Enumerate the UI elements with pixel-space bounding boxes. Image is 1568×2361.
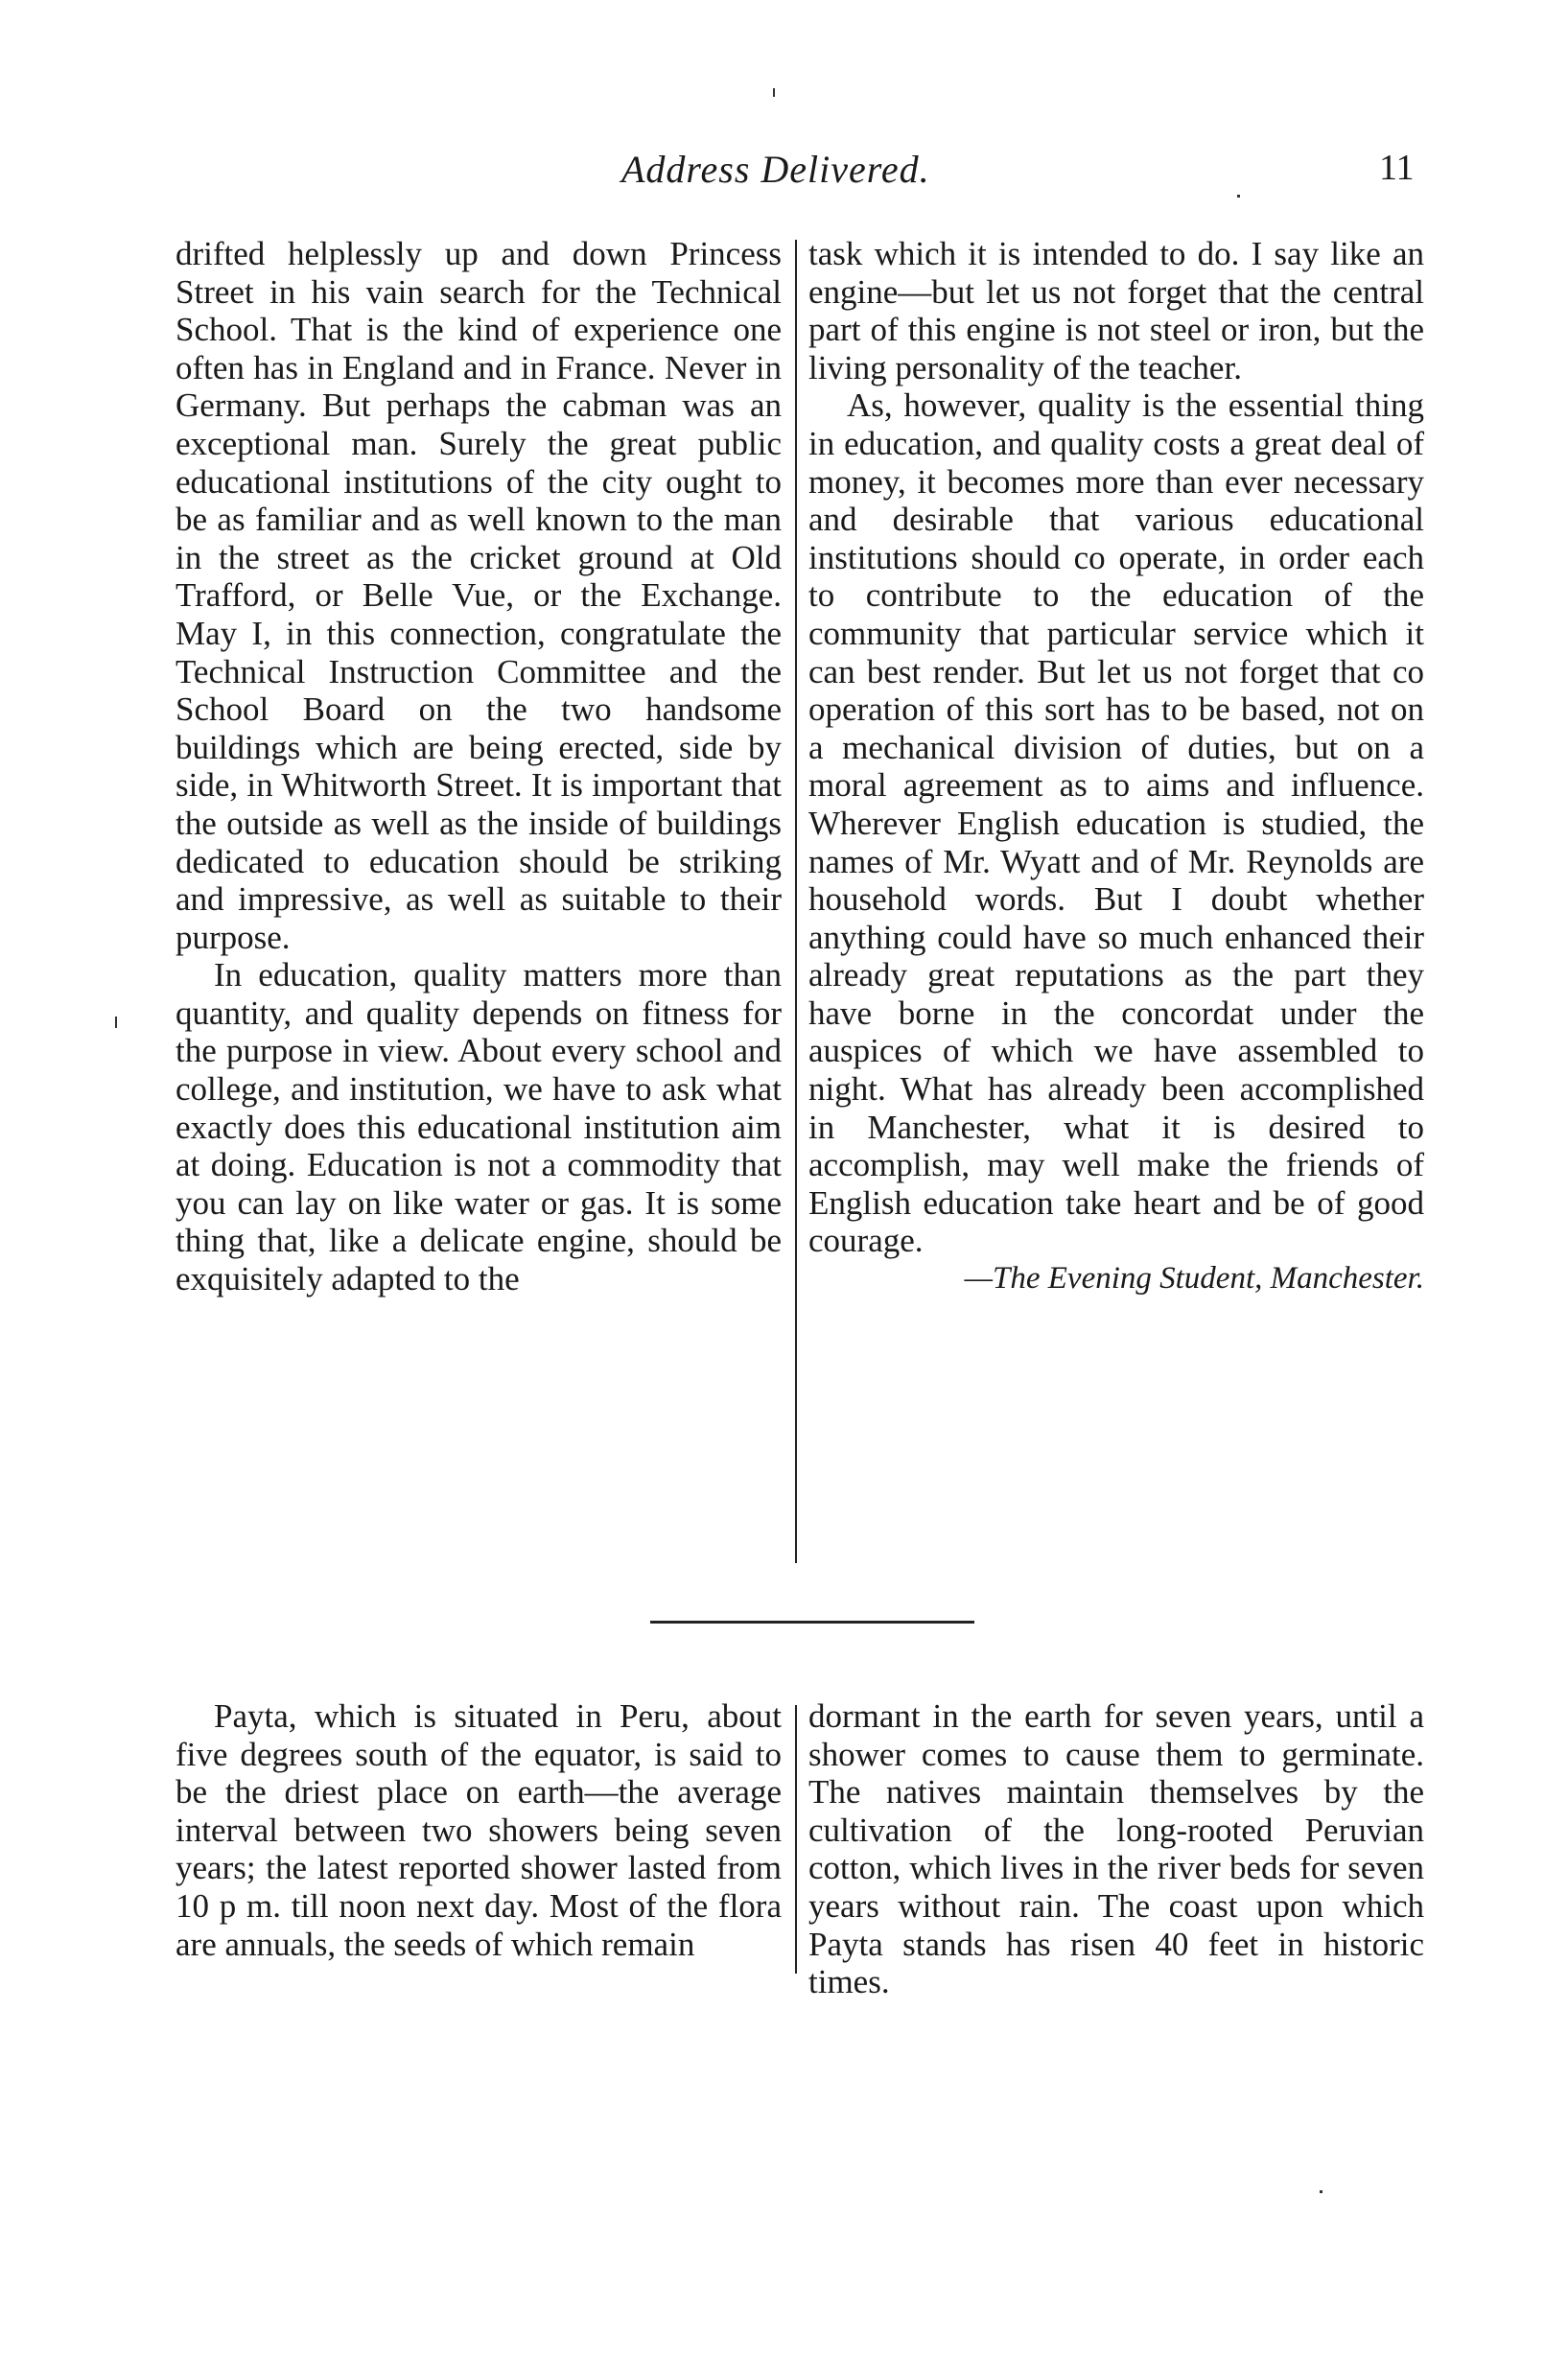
- column-divider: [795, 240, 797, 1563]
- article-2-paragraph: dormant in the earth for seven years, until a shower comes to cause them to germinate. The natives maintain themselves by the cultivation of the long-rooted Peruvian cotton, which lives in the river beds for seven years without rain. The coast upon which Payta stands has risen 40 feet in historic times.: [808, 1697, 1424, 2001]
- article-1-paragraph: In education, quality matters more than quantity, and quality depends on fitness for the purpose in view. About every school and college, and institution, we have to ask what exactly does this educational institution aim at doing. Education is not a commodity that you can lay on like water or gas. It is some thing that, like a delicate engine, should be exquisitely adapted to the: [176, 956, 782, 1298]
- article-1-left-column: [176, 235, 782, 1298]
- article-2-paragraph: Payta, which is situated in Peru, about five degrees south of the equator, is said to be the driest place on earth—the average interval between two showers being seven years; the latest reported shower lasted from 10 p m. till noon next day. Most of the flora are annuals, the seeds of which remain: [176, 1697, 782, 1963]
- print-speck: [115, 1017, 117, 1028]
- page-number: 11: [1379, 148, 1415, 188]
- print-speck: [773, 88, 775, 97]
- print-speck: [1237, 195, 1240, 198]
- section-divider: [650, 1621, 974, 1624]
- article-1-paragraph: task which it is intended to do. I say like an engine—but let us not forget that the central part of this engine is not steel or iron, but the living personality of the teacher.: [808, 235, 1424, 386]
- column-divider: [795, 1705, 797, 1974]
- article-1-source: —The Evening Student, Manchester.: [964, 1261, 1424, 1297]
- article-2-left-column: [176, 1697, 782, 1963]
- article-1-paragraph: drifted helplessly up and down Princess Street in his vain search for the Technical School. That is the kind of experience one often has in England and in France. Never in Germany. But perhaps the cabman was an exceptional man. Surely the great public educational institutions of the city ought to be as familiar and as well known to the man in the street as the cricket ground at Old Trafford, or Belle Vue, or the Exchange. May I, in this connection, congratulate the Technical Instruction Committee and the School Board on the two handsome buildings which are being erected, side by side, in Whitworth Street. It is important that the outside as well as the inside of buildings dedicated to education should be striking and impressive, as well as suitable to their purpose.: [176, 235, 782, 956]
- print-speck: [1320, 2190, 1322, 2193]
- running-head: [0, 147, 1568, 204]
- article-1-right-column: [808, 235, 1424, 1298]
- article-2-right-column: [808, 1697, 1424, 2001]
- running-title: Address Delivered.: [621, 148, 930, 191]
- article-1-paragraph: As, however, quality is the essential thing in education, and quality costs a great deal of money, it becomes more than ever necessary and desirable that various educational institutions should co operate, in order each to contribute to the education of the community that particular service which it can best render. But let us not forget that co operation of this sort has to be based, not on a mechanical division of duties, but on a moral agreement as to aims and influence. Wherever English education is studied, the names of Mr. Wyatt and of Mr. Reynolds are household words. But I doubt whether anything could have so much enhanced their already great reputations as the part they have borne in the concordat under the auspices of which we have assembled to night. What has already been accomplished in Manchester, what it is desired to accomplish, may well make the friends of English education take heart and be of good courage.: [808, 386, 1424, 1260]
